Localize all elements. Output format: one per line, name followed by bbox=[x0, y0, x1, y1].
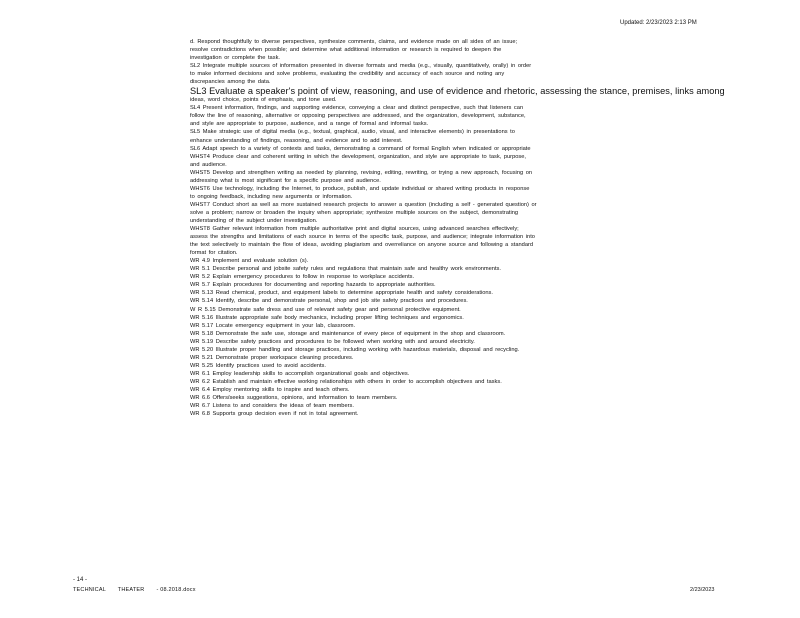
standard-item: WR 5.14 Identify, describe and demonstrate personal, shop and job site safety practices and procedures. bbox=[190, 298, 468, 305]
text-line: SL2 Integrate multiple sources of information presented in diverse formats and media (e.g., visually, quantitatively, orally) in order bbox=[190, 63, 532, 70]
page-number: - 14 - bbox=[73, 577, 88, 583]
text-line: d. Respond thoughtfully to diverse perspectives, synthesize comments, claims, and evidence made on all sides of an issue; bbox=[190, 39, 518, 45]
standard-item: WR 5.18 Demonstrate the safe use, storage and maintenance of every piece of equipment in the shop and classroom. bbox=[190, 330, 506, 337]
text-line: WHST8 Gather relevant information from multiple authoritative print and digital sources, using advanced searches effectively; bbox=[190, 226, 519, 233]
text-line: WHST5 Develop and strengthen writing as needed by planning, revising, editing, rewriting, or trying a new approach, focusing on bbox=[190, 169, 533, 176]
standard-item: WR 6.8 Supports group decision even if not in total agreement. bbox=[190, 411, 359, 418]
standard-item: WR 6.2 Establish and maintain effective working relationships with others in order to accomplish objectives and tasks. bbox=[190, 378, 502, 385]
footer-date: 2/23/2023 bbox=[690, 587, 715, 593]
text-line: addressing what is most significant for a specific purpose and audience. bbox=[190, 177, 381, 184]
text-line: SL5 Make strategic use of digital media (e.g., textual, graphical, audio, visual, and interactive elements) in presentations to bbox=[190, 129, 515, 136]
text-line: assess the strengths and limitations of each source in terms of the specific task, purpose, and audience; integrate information into bbox=[190, 234, 535, 241]
standard-item: WR 5.20 Illustrate proper handling and storage practices, including working with hazardous materials, disposal and recycling. bbox=[190, 346, 520, 353]
standard-item: WR 6.1 Employ leadership skills to accomplish organizational goals and objectives. bbox=[190, 370, 410, 377]
updated-timestamp: Updated: 2/23/2023 2:13 PM bbox=[620, 20, 697, 26]
text-line: follow the line of reasoning, alternative or opposing perspectives are addressed, and the organization, development, substance, bbox=[190, 113, 526, 120]
standard-item: WR 6.6 Offers/seeks suggestions, opinions, and information to team members. bbox=[190, 395, 398, 402]
text-line: SL4 Present information, findings, and supporting evidence, conveying a clear and distinct perspective, such that listeners can bbox=[190, 105, 524, 112]
text-line: discrepancies among the data. bbox=[190, 79, 271, 86]
standard-item: WR 4.9 Implement and evaluate solution (s). bbox=[190, 258, 309, 265]
standard-item: WR 5.19 Describe safety practices and procedures to be followed when working with and around electricity. bbox=[190, 338, 475, 345]
text-line: the text selectively to maintain the flow of ideas, avoiding plagiarism and overreliance on anyone source and following a standard bbox=[190, 242, 534, 249]
standard-item: WR 5.25 Identify practices used to avoid accidents. bbox=[190, 362, 326, 369]
standard-item: WR 5.13 Read chemical, product, and equipment labels to determine appropriate health and safety considerations. bbox=[190, 290, 493, 297]
standard-item: WR 5.16 Illustrate appropriate safe body mechanics, including proper lifting techniques and ergonomics. bbox=[190, 314, 464, 321]
standards-text-block bbox=[190, 38, 762, 418]
text-line: enhance understanding of findings, reasoning, and evidence and to add interest. bbox=[190, 137, 403, 144]
text-line: understanding of the subject under investigation. bbox=[190, 217, 318, 224]
footer-document-name: TECHNICAL THEATER - 08.2018.docx bbox=[73, 587, 196, 593]
text-line: investigation or complete the task. bbox=[190, 55, 280, 62]
text-line: ideas, word choice, points of emphasis, and tone used. bbox=[190, 97, 337, 104]
text-line: WHST7 Conduct short as well as more sustained research projects to answer a question (including a self - generated question) or bbox=[190, 201, 537, 208]
text-line: and audience. bbox=[190, 161, 227, 168]
text-line: SL6 Adapt speech to a variety of contexts and tasks, demonstrating a command of formal English when indicated or appropriate bbox=[190, 145, 531, 152]
text-line: format for citation. bbox=[190, 250, 238, 257]
standard-item: WR 5.17 Locate emergency equipment in your lab, classroom. bbox=[190, 322, 356, 329]
text-line: WHST4 Produce clear and coherent writing in which the development, organization, and style are appropriate to task, purpose, bbox=[190, 153, 526, 160]
standard-item: WR 5.2 Explain emergency procedures to follow in response to workplace accidents. bbox=[190, 274, 415, 281]
standard-item: WR 6.4 Employ mentoring skills to inspire and teach others. bbox=[190, 386, 350, 393]
text-line: to ongoing feedback, including new arguments or information. bbox=[190, 193, 353, 200]
standard-item: W R 5.15 Demonstrate safe dress and use of relevant safety gear and personal protective equipment. bbox=[190, 306, 461, 313]
text-line: and style are appropriate to purpose, audience, and a range of formal and informal tasks. bbox=[190, 121, 429, 128]
standard-item: WR 5.1 Describe personal and jobsite safety rules and regulations that maintain safe and healthy work environments. bbox=[190, 266, 501, 273]
text-line: resolve contradictions when possible; and determine what additional information or research is required to deepen the bbox=[190, 47, 502, 54]
standard-item: WR 6.7 Listens to and considers the ideas of team members. bbox=[190, 403, 354, 410]
text-line: solve a problem; narrow or broaden the inquiry when appropriate; synthesize multiple sources on the subject, demonstrating bbox=[190, 209, 519, 216]
text-line: WHST6 Use technology, including the Internet, to produce, publish, and update individual or shared writing products in response bbox=[190, 185, 530, 192]
sl3-heading-line: SL3 Evaluate a speaker's point of view, reasoning, and use of evidence and rhetoric, assessing the stance, premises, links among bbox=[190, 86, 725, 97]
standard-item: WR 5.7 Explain procedures for documenting and reporting hazards to appropriate authorities. bbox=[190, 282, 436, 289]
text-line: to make informed decisions and solve problems, evaluating the credibility and accuracy of each source and noting any bbox=[190, 71, 505, 78]
standard-item: WR 5.21 Demonstrate proper workspace cleaning procedures. bbox=[190, 354, 354, 361]
